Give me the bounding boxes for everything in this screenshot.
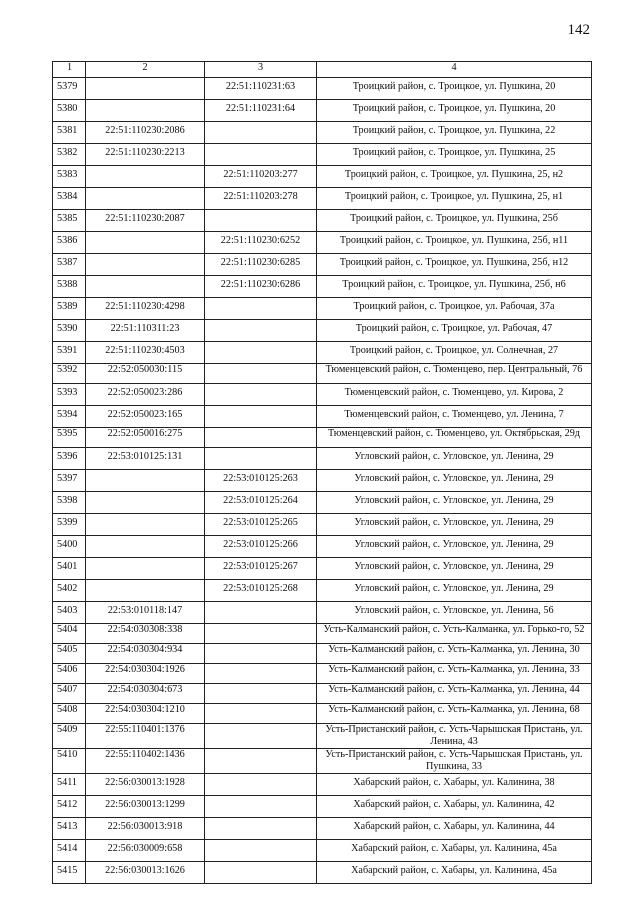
address-cell: Троицкий район, с. Троицкое, ул. Пушкина, 22: [317, 122, 592, 144]
row-number-cell: 5404: [53, 624, 86, 644]
cadastral-number-premises-cell: [205, 624, 317, 644]
cadastral-number-cell: 22:54:030304:673: [86, 684, 205, 704]
cadastral-number-cell: [86, 166, 205, 188]
cadastral-number-premises-cell: [205, 448, 317, 470]
cadastral-number-cell: 22:56:030013:1626: [86, 862, 205, 884]
cadastral-number-cell: 22:51:110230:4298: [86, 298, 205, 320]
table-row: [53, 428, 592, 448]
table-row: [53, 470, 592, 492]
address-cell: Угловский район, с. Угловское, ул. Ленина, 29: [317, 492, 592, 514]
table-row: [53, 492, 592, 514]
cadastral-number-cell: 22:54:030304:1926: [86, 664, 205, 684]
cadastral-number-premises-cell: 22:53:010125:264: [205, 492, 317, 514]
cadastral-number-cell: 22:56:030009:658: [86, 840, 205, 862]
row-number-cell: 5407: [53, 684, 86, 704]
cadastral-number-premises-cell: [205, 774, 317, 796]
table-row: [53, 188, 592, 210]
table-row: [53, 448, 592, 470]
page-number: 142: [567, 22, 590, 38]
row-number-cell: 5383: [53, 166, 86, 188]
cadastral-number-cell: [86, 78, 205, 100]
address-cell: Хабарский район, с. Хабары, ул. Калинина, 44: [317, 818, 592, 840]
cadastral-number-cell: [86, 276, 205, 298]
address-cell: Троицкий район, с. Троицкое, ул. Рабочая, 37а: [317, 298, 592, 320]
table-row: [53, 664, 592, 684]
address-cell: Усть-Калманский район, с. Усть-Калманка, ул. Ленина, 33: [317, 664, 592, 684]
row-number-cell: 5392: [53, 364, 86, 384]
table-row: [53, 624, 592, 644]
table-row: [53, 644, 592, 664]
row-number-cell: 5389: [53, 298, 86, 320]
cadastral-number-cell: 22:55:110402:1436: [86, 749, 205, 774]
cadastral-number-cell: 22:51:110230:2086: [86, 122, 205, 144]
table-row: [53, 796, 592, 818]
row-number-cell: 5398: [53, 492, 86, 514]
cadastral-number-premises-cell: [205, 320, 317, 342]
header-col-2: 2: [86, 62, 205, 78]
table-body: [53, 62, 592, 884]
table-row: [53, 254, 592, 276]
table-row: [53, 536, 592, 558]
table-row: [53, 514, 592, 536]
cadastral-number-cell: 22:56:030013:1928: [86, 774, 205, 796]
header-col-3: 3: [205, 62, 317, 78]
address-cell: Тюменцевский район, с. Тюменцево, ул. Ленина, 7: [317, 406, 592, 428]
row-number-cell: 5405: [53, 644, 86, 664]
cadastral-number-cell: 22:53:010125:131: [86, 448, 205, 470]
row-number-cell: 5384: [53, 188, 86, 210]
row-number-cell: 5410: [53, 749, 86, 774]
cadastral-number-cell: [86, 232, 205, 254]
cadastral-number-premises-cell: 22:51:110203:277: [205, 166, 317, 188]
address-cell: Троицкий район, с. Троицкое, ул. Пушкина, 25: [317, 144, 592, 166]
cadastral-number-premises-cell: [205, 364, 317, 384]
table-row: [53, 384, 592, 406]
address-cell: Угловский район, с. Угловское, ул. Ленина, 56: [317, 602, 592, 624]
cadastral-number-cell: [86, 580, 205, 602]
row-number-cell: 5409: [53, 724, 86, 749]
address-cell: Усть-Пристанский район, с. Усть-Чарышская Пристань, ул. Пушкина, 33: [317, 749, 592, 774]
cadastral-number-cell: 22:54:030308:338: [86, 624, 205, 644]
table-row: [53, 818, 592, 840]
table-row: [53, 774, 592, 796]
address-cell: Угловский район, с. Угловское, ул. Ленина, 29: [317, 470, 592, 492]
cadastral-number-premises-cell: 22:51:110231:63: [205, 78, 317, 100]
table-row: [53, 320, 592, 342]
cadastral-number-premises-cell: [205, 818, 317, 840]
header-row: [53, 62, 592, 78]
row-number-cell: 5412: [53, 796, 86, 818]
address-cell: Троицкий район, с. Троицкое, ул. Пушкина, 20: [317, 78, 592, 100]
cadastral-number-cell: 22:51:110230:2213: [86, 144, 205, 166]
cadastral-number-premises-cell: [205, 684, 317, 704]
address-cell: Тюменцевский район, с. Тюменцево, ул. Октябрьская, 29д: [317, 428, 592, 448]
cadastral-number-cell: [86, 558, 205, 580]
address-cell: Хабарский район, с. Хабары, ул. Калинина, 42: [317, 796, 592, 818]
cadastral-number-premises-cell: [205, 862, 317, 884]
cadastral-number-cell: 22:52:050016:275: [86, 428, 205, 448]
cadastral-number-premises-cell: [205, 144, 317, 166]
cadastral-number-cell: 22:51:110230:2087: [86, 210, 205, 232]
address-cell: Хабарский район, с. Хабары, ул. Калинина, 45а: [317, 862, 592, 884]
row-number-cell: 5388: [53, 276, 86, 298]
table-row: [53, 840, 592, 862]
address-cell: Тюменцевский район, с. Тюменцево, пер. Центральный, 76: [317, 364, 592, 384]
address-cell: Троицкий район, с. Троицкое, ул. Пушкина, 25б: [317, 210, 592, 232]
cadastral-number-premises-cell: 22:53:010125:268: [205, 580, 317, 602]
row-number-cell: 5406: [53, 664, 86, 684]
address-cell: Троицкий район, с. Троицкое, ул. Пушкина, 25б, н11: [317, 232, 592, 254]
cadastral-number-premises-cell: 22:51:110230:6286: [205, 276, 317, 298]
cadastral-number-cell: [86, 514, 205, 536]
row-number-cell: 5387: [53, 254, 86, 276]
cadastral-number-premises-cell: [205, 406, 317, 428]
cadastral-number-premises-cell: 22:51:110230:6252: [205, 232, 317, 254]
table-row: [53, 602, 592, 624]
cadastral-number-premises-cell: [205, 704, 317, 724]
row-number-cell: 5393: [53, 384, 86, 406]
address-cell: Троицкий район, с. Троицкое, ул. Пушкина, 25, н1: [317, 188, 592, 210]
address-cell: Усть-Калманский район, с. Усть-Калманка, ул. Ленина, 68: [317, 704, 592, 724]
cadastral-number-cell: 22:54:030304:934: [86, 644, 205, 664]
table-row: [53, 100, 592, 122]
address-cell: Угловский район, с. Угловское, ул. Ленина, 29: [317, 448, 592, 470]
cadastral-number-premises-cell: 22:51:110231:64: [205, 100, 317, 122]
cadastral-number-cell: 22:52:050023:165: [86, 406, 205, 428]
table-row: [53, 558, 592, 580]
address-cell: Угловский район, с. Угловское, ул. Ленина, 29: [317, 558, 592, 580]
row-number-cell: 5385: [53, 210, 86, 232]
address-cell: Троицкий район, с. Троицкое, ул. Пушкина, 25, н2: [317, 166, 592, 188]
row-number-cell: 5391: [53, 342, 86, 364]
cadastral-number-premises-cell: [205, 644, 317, 664]
row-number-cell: 5379: [53, 78, 86, 100]
cadastral-number-cell: 22:51:110311:23: [86, 320, 205, 342]
address-cell: Тюменцевский район, с. Тюменцево, ул. Кирова, 2: [317, 384, 592, 406]
table-row: [53, 724, 592, 749]
address-cell: Троицкий район, с. Троицкое, ул. Пушкина, 25б, н6: [317, 276, 592, 298]
cadastral-number-cell: 22:53:010118:147: [86, 602, 205, 624]
row-number-cell: 5402: [53, 580, 86, 602]
cadastral-number-premises-cell: [205, 749, 317, 774]
address-cell: Усть-Калманский район, с. Усть-Калманка, ул. Горько-го, 52: [317, 624, 592, 644]
table-row: [53, 122, 592, 144]
row-number-cell: 5382: [53, 144, 86, 166]
table-row: [53, 276, 592, 298]
table-row: [53, 166, 592, 188]
cadastral-number-cell: [86, 492, 205, 514]
cadastral-number-cell: [86, 188, 205, 210]
table-row: [53, 144, 592, 166]
cadastral-number-premises-cell: [205, 210, 317, 232]
cadastral-number-premises-cell: [205, 298, 317, 320]
address-cell: Угловский район, с. Угловское, ул. Ленина, 29: [317, 536, 592, 558]
cadastral-number-premises-cell: [205, 428, 317, 448]
row-number-cell: 5414: [53, 840, 86, 862]
address-cell: Усть-Калманский район, с. Усть-Калманка, ул. Ленина, 30: [317, 644, 592, 664]
cadastral-number-cell: 22:51:110230:4503: [86, 342, 205, 364]
cadastral-number-cell: [86, 470, 205, 492]
cadastral-number-premises-cell: [205, 724, 317, 749]
cadastral-number-premises-cell: [205, 384, 317, 406]
cadastral-number-cell: 22:56:030013:918: [86, 818, 205, 840]
address-cell: Хабарский район, с. Хабары, ул. Калинина, 38: [317, 774, 592, 796]
row-number-cell: 5396: [53, 448, 86, 470]
cadastral-number-premises-cell: 22:53:010125:265: [205, 514, 317, 536]
cadastral-number-premises-cell: 22:53:010125:267: [205, 558, 317, 580]
row-number-cell: 5397: [53, 470, 86, 492]
table-row: [53, 580, 592, 602]
address-cell: Троицкий район, с. Троицкое, ул. Пушкина, 25б, н12: [317, 254, 592, 276]
cadastral-number-cell: 22:52:050023:286: [86, 384, 205, 406]
cadastral-number-premises-cell: [205, 840, 317, 862]
cadastral-number-premises-cell: [205, 796, 317, 818]
table-row: [53, 862, 592, 884]
cadastral-number-premises-cell: 22:53:010125:263: [205, 470, 317, 492]
address-cell: Усть-Калманский район, с. Усть-Калманка, ул. Ленина, 44: [317, 684, 592, 704]
row-number-cell: 5408: [53, 704, 86, 724]
row-number-cell: 5395: [53, 428, 86, 448]
table-row: [53, 749, 592, 774]
row-number-cell: 5380: [53, 100, 86, 122]
row-number-cell: 5381: [53, 122, 86, 144]
address-cell: Угловский район, с. Угловское, ул. Ленина, 29: [317, 580, 592, 602]
table-row: [53, 406, 592, 428]
cadastral-number-cell: [86, 254, 205, 276]
row-number-cell: 5413: [53, 818, 86, 840]
row-number-cell: 5390: [53, 320, 86, 342]
row-number-cell: 5386: [53, 232, 86, 254]
row-number-cell: 5411: [53, 774, 86, 796]
header-col-1: 1: [53, 62, 86, 78]
table-row: [53, 298, 592, 320]
row-number-cell: 5403: [53, 602, 86, 624]
address-cell: Угловский район, с. Угловское, ул. Ленина, 29: [317, 514, 592, 536]
address-cell: Хабарский район, с. Хабары, ул. Калинина, 45а: [317, 840, 592, 862]
cadastral-number-premises-cell: [205, 342, 317, 364]
cadastral-number-premises-cell: [205, 602, 317, 624]
row-number-cell: 5400: [53, 536, 86, 558]
cadastral-number-premises-cell: [205, 664, 317, 684]
cadastral-number-premises-cell: 22:51:110230:6285: [205, 254, 317, 276]
address-cell: Троицкий район, с. Троицкое, ул. Пушкина, 20: [317, 100, 592, 122]
cadastral-number-premises-cell: 22:53:010125:266: [205, 536, 317, 558]
registry-table: [52, 61, 592, 884]
address-cell: Троицкий район, с. Троицкое, ул. Рабочая, 47: [317, 320, 592, 342]
row-number-cell: 5401: [53, 558, 86, 580]
address-cell: Троицкий район, с. Троицкое, ул. Солнечная, 27: [317, 342, 592, 364]
cadastral-number-cell: 22:54:030304:1210: [86, 704, 205, 724]
row-number-cell: 5394: [53, 406, 86, 428]
table-row: [53, 210, 592, 232]
cadastral-number-cell: 22:55:110401:1376: [86, 724, 205, 749]
cadastral-number-premises-cell: [205, 122, 317, 144]
header-col-4: 4: [317, 62, 592, 78]
table-row: [53, 232, 592, 254]
row-number-cell: 5399: [53, 514, 86, 536]
cadastral-number-cell: 22:52:050030:115: [86, 364, 205, 384]
cadastral-number-cell: [86, 536, 205, 558]
table-row: [53, 342, 592, 364]
cadastral-number-cell: 22:56:030013:1299: [86, 796, 205, 818]
table-row: [53, 78, 592, 100]
table-row: [53, 704, 592, 724]
row-number-cell: 5415: [53, 862, 86, 884]
table-row: [53, 684, 592, 704]
address-cell: Усть-Пристанский район, с. Усть-Чарышская Пристань, ул. Ленина, 43: [317, 724, 592, 749]
cadastral-number-premises-cell: 22:51:110203:278: [205, 188, 317, 210]
table-row: [53, 364, 592, 384]
cadastral-number-cell: [86, 100, 205, 122]
